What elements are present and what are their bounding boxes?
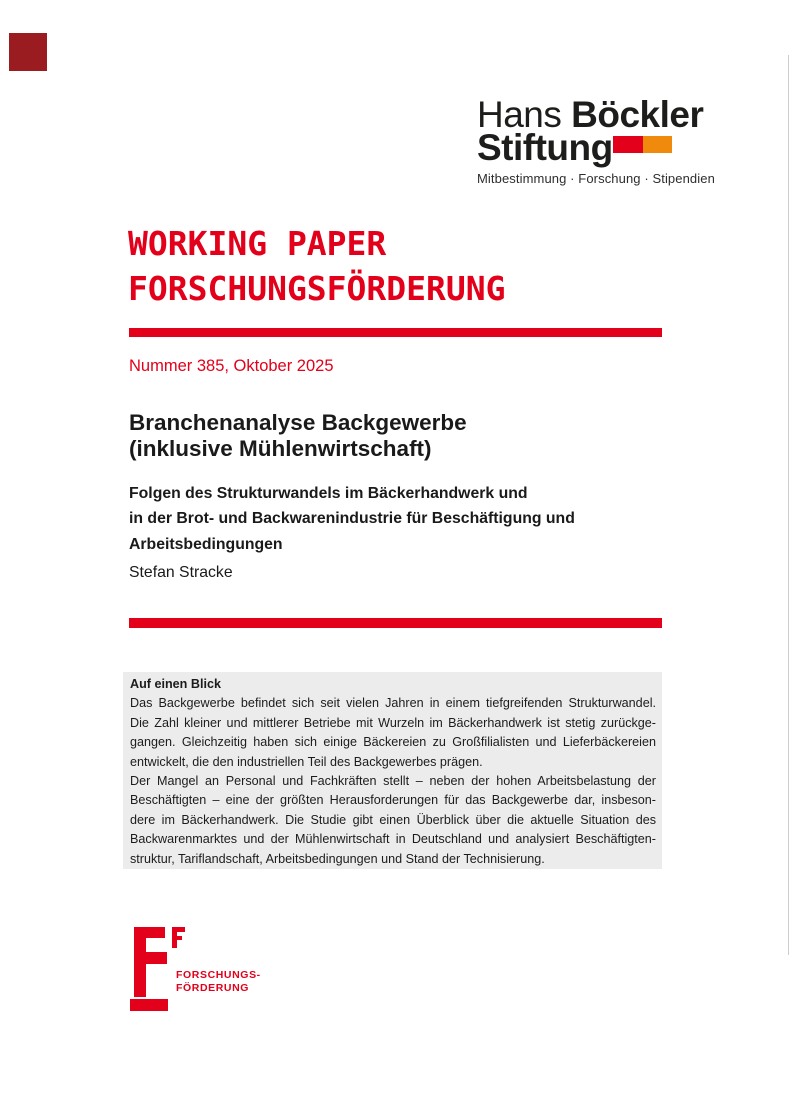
ff-logo-superscript-arm2 — [172, 936, 182, 940]
report-title-line2: (inklusive Mühlenwirtschaft) — [129, 435, 432, 461]
summary-line: Beschäftigten – eine der größten Herausforderungen für das Backgewerbe dar, insbeson- — [130, 793, 656, 808]
masthead — [128, 221, 506, 311]
ff-logo-superscript-arm1 — [172, 927, 185, 932]
brand-logo — [477, 94, 704, 168]
report-title — [129, 410, 467, 461]
report-subtitle-line3: Arbeitsbedingungen — [129, 535, 283, 553]
ff-caption — [176, 969, 261, 995]
report-title-line1: Branchenanalyse Backgewerbe — [129, 410, 467, 435]
logo-red-square-icon — [613, 136, 643, 153]
corner-mark — [9, 33, 47, 71]
ff-logo-base-dash — [130, 999, 168, 1011]
report-subtitle-line2: in der Brot- und Backwarenindustrie für Beschäftigung und — [129, 510, 575, 528]
issue-line: Nummer 385, Oktober 2025 — [129, 357, 334, 375]
brand-tagline: Mitbestimmung · Forschung · Stipendien — [477, 171, 715, 186]
divider-rule-middle — [129, 618, 662, 628]
report-subtitle-line1: Folgen des Strukturwandels im Bäckerhandwerk und — [129, 485, 528, 502]
summary-line: Der Mangel an Personal und Fachkräften stellt – neben der hohen Arbeitsbelastung der — [130, 774, 656, 789]
brand-name-boeckler: Böckler — [571, 94, 704, 135]
summary-line: dere im Bäckerhandwerk. Die Studie gibt einen Überblick über die aktuelle Situation des — [130, 812, 656, 827]
logo-orange-square-icon — [643, 136, 672, 153]
summary-line: struktur, Tariflandschaft, Arbeitsbedingungen und Stand der Technisierung. — [130, 851, 545, 866]
summary-line: entwickelt, die den industriellen Teil des Backgewerbes prägen. — [130, 754, 483, 769]
summary-line: Backwarenmarktes und der Mühlenwirtschaft in Deutschland und analysiert Beschäftigten- — [130, 832, 656, 847]
divider-rule-top — [129, 328, 662, 337]
page-edge — [788, 55, 789, 955]
ff-caption-line2: FÖRDERUNG — [176, 981, 250, 994]
summary-heading: Auf einen Blick — [130, 677, 221, 691]
summary-box — [123, 672, 662, 869]
author-name: Stefan Stracke — [129, 564, 233, 581]
masthead-line2: FORSCHUNGSFÖRDERUNG — [128, 269, 506, 308]
summary-line: Das Backgewerbe befindet sich seit vielen Jahren in einem tiefgreifenden Strukturwandel. — [130, 696, 656, 711]
brand-name-line2: Stiftung — [477, 127, 613, 168]
summary-line: gangen. Gleichzeitig haben sich einige Bäckereien zu Großfilialisten und Lieferbäckereien — [130, 735, 656, 750]
masthead-line1: WORKING PAPER — [128, 224, 387, 263]
ff-caption-line1: FORSCHUNGS- — [176, 969, 261, 981]
report-subtitle — [129, 481, 575, 557]
brand-name-hans: Hans — [477, 94, 572, 135]
ff-logo-top-arm — [134, 927, 165, 938]
ff-logo-middle-arm — [134, 952, 167, 964]
summary-line: Die Zahl kleiner und mittlerer Betriebe mit Wurzeln im Bäckerhandwerk ist stetig zurückge- — [130, 715, 656, 730]
